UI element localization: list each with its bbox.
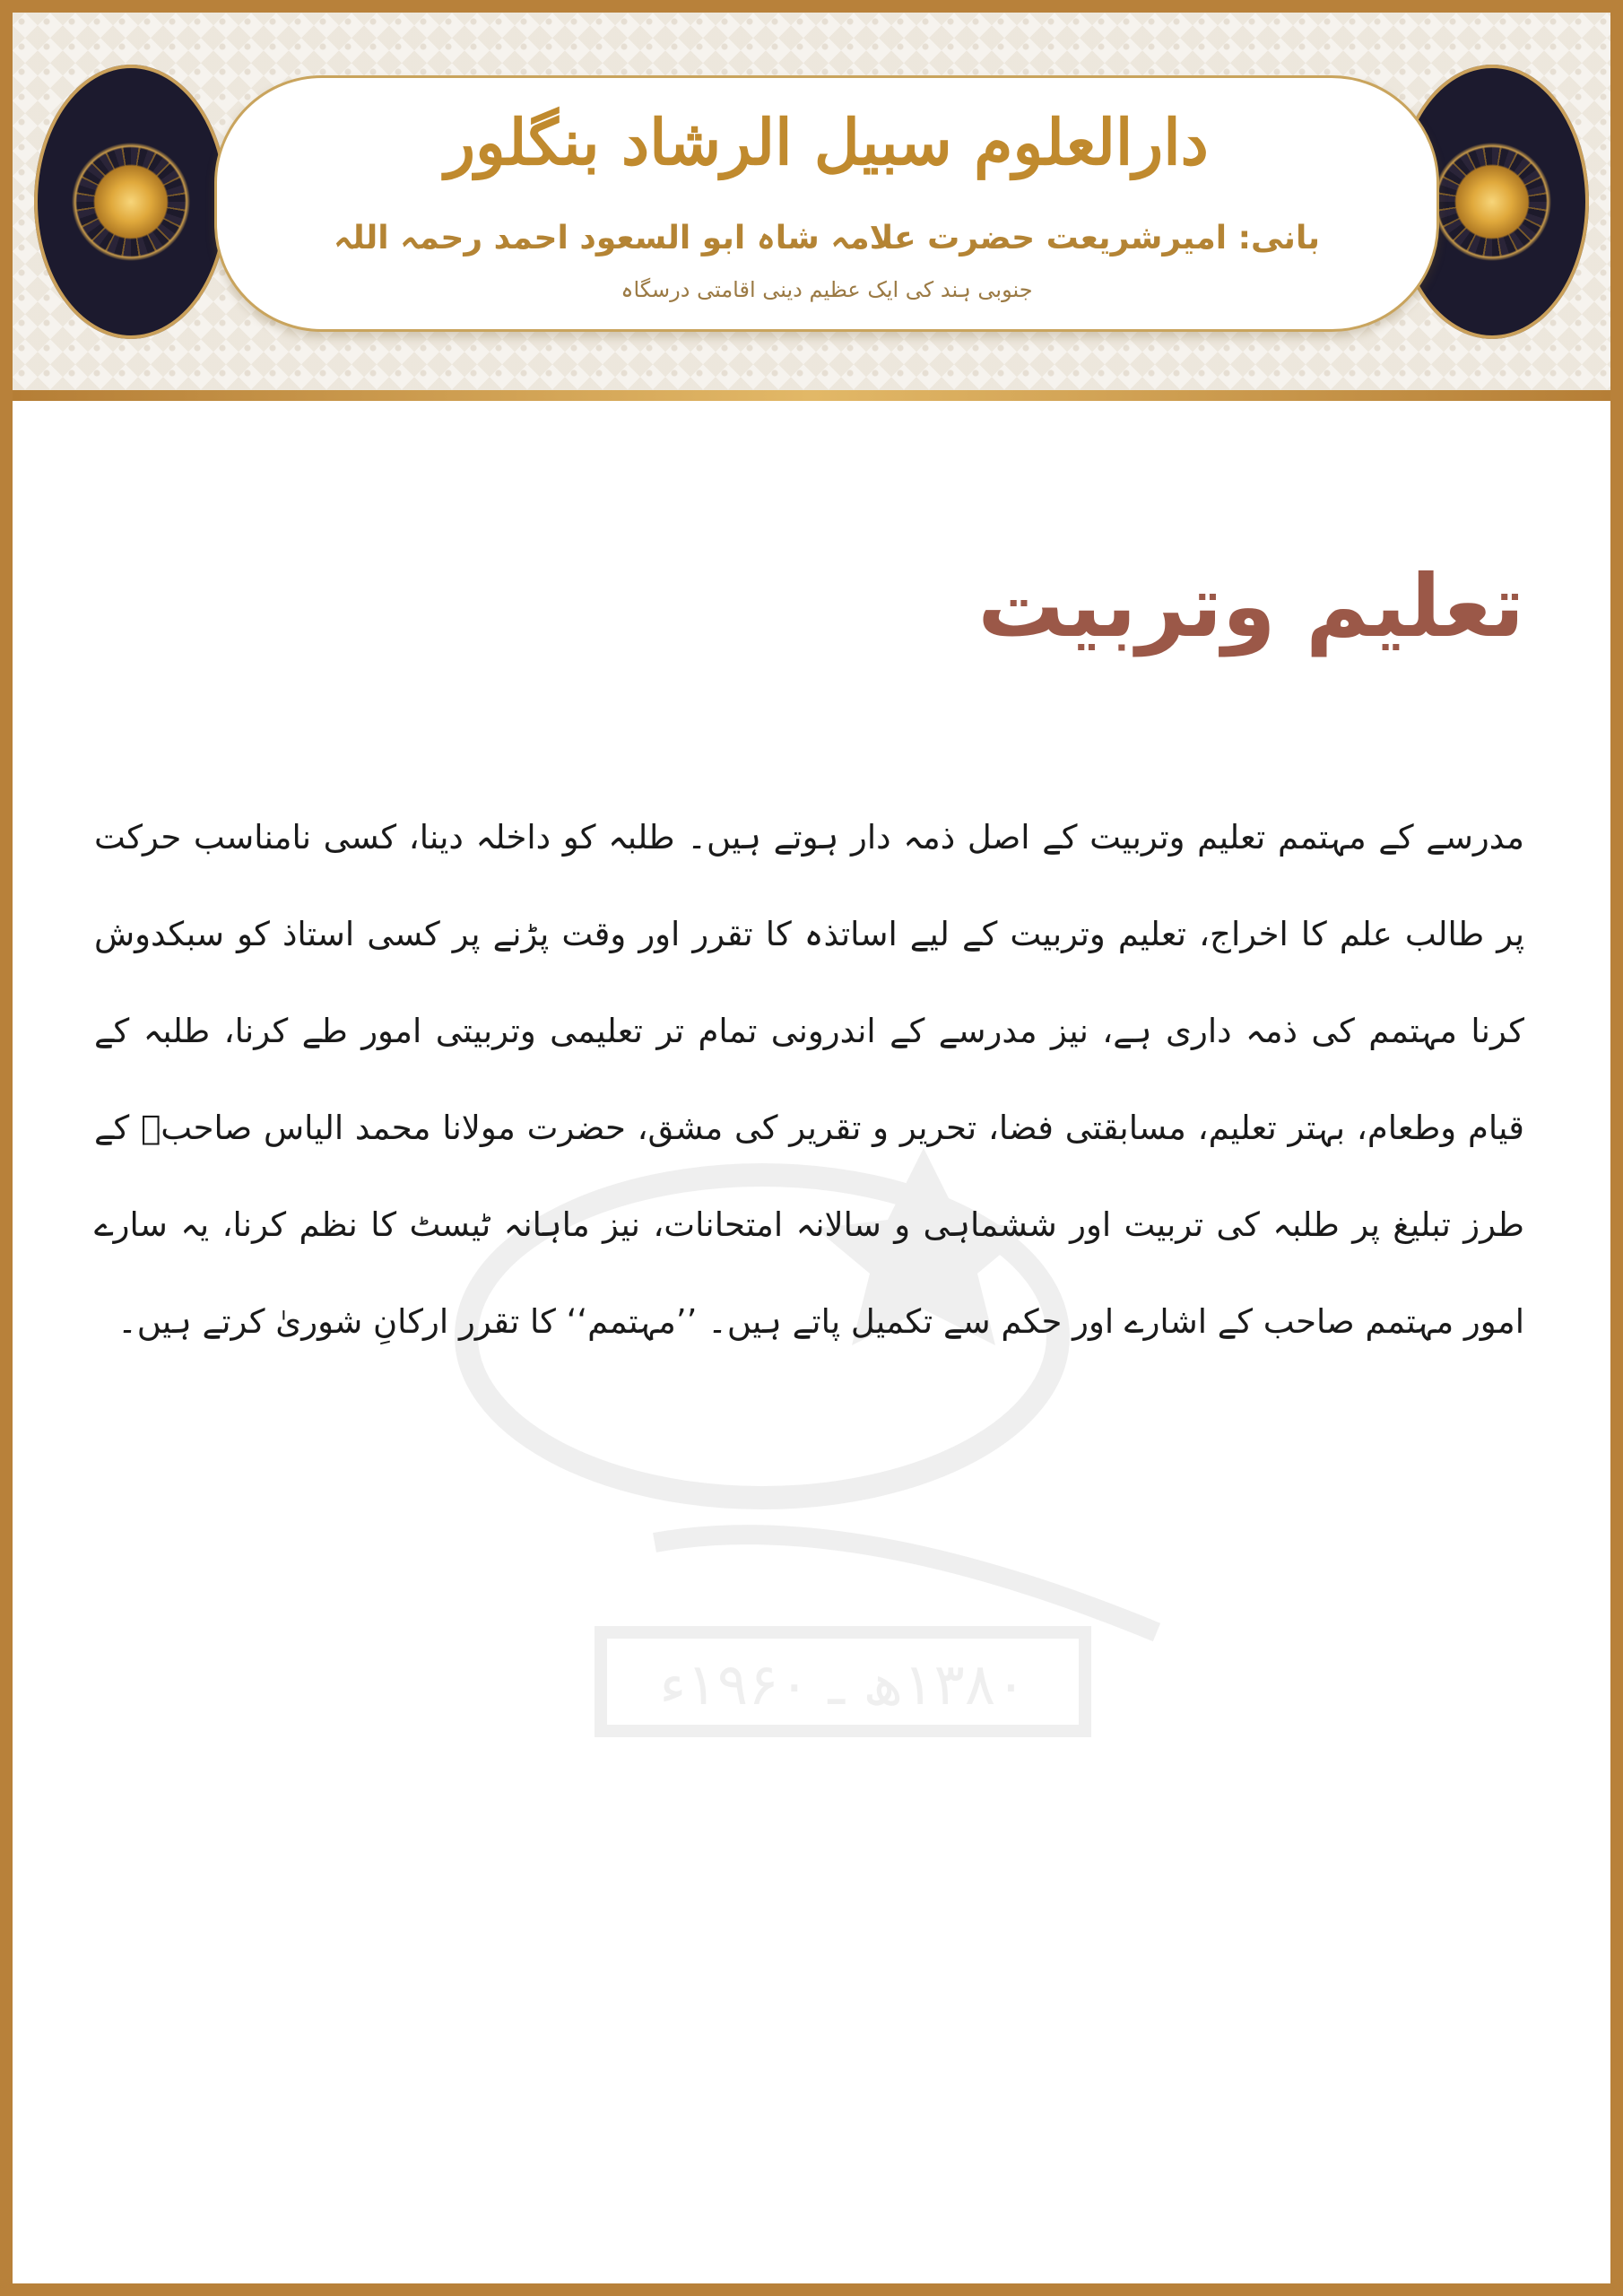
body-paragraph: مدرسے کے مہتمم تعلیم وتربیت کے اصل ذمہ دار ہوتے ہیں۔ طلبہ کو داخلہ دینا، کسی نامناسب حرکت پر طالب علم کا اخراج، تعلیم وتربیت کے لیے اساتذہ کا تقرر اور وقت پڑنے پر کسی استاذ کو سبکدوش کرنا مہتمم کی ذمہ داری ہے، نیز مدرسے کے اندرونی تمام تر تعلیمی وتربیتی امور طے کرنا، طلبہ کے قیام وطعام، بہتر تعلیم، مسابقتی فضا، تحریر و تقریر کی مشق، حضرت مولانا محمد الیاس صاحبؒ کے طرز تبلیغ پر طلبہ کی تربیت اور ششماہی و سالانہ امتحانات، نیز ماہانہ ٹیسٹ کا نظم کرنا، یہ سارے امور مہتمم صاحب کے اشارے اور حکم سے تکمیل پاتے ہیں۔ ’’مہتمم‘‘ کا تقرر ارکانِ شوریٰ کرتے ہیں۔ (94, 818, 1524, 1341)
banner-scroll (214, 75, 1439, 332)
institution-name: دارالعلوم سبیل الرشاد بنگلور (445, 105, 1209, 179)
founder-line: بانی: امیرشریعت حضرت علامہ شاہ ابو السعود احمد رحمہ اللہ (334, 220, 1320, 257)
letterhead-banner (13, 13, 1610, 390)
watermark-year-text: ۱۳۸۰ھ ـ ۱۹۶۰ء (659, 1652, 1027, 1718)
header-gold-divider (13, 390, 1610, 401)
institution-tagline: جنوبی ہند کی ایک عظیم دینی اقامتی درسگاہ (621, 277, 1033, 302)
watermark-calligraphy-stroke (655, 1535, 1157, 1632)
ornamental-medallion-left (34, 65, 228, 339)
page-title: تعلیم وتربیت (977, 556, 1524, 657)
